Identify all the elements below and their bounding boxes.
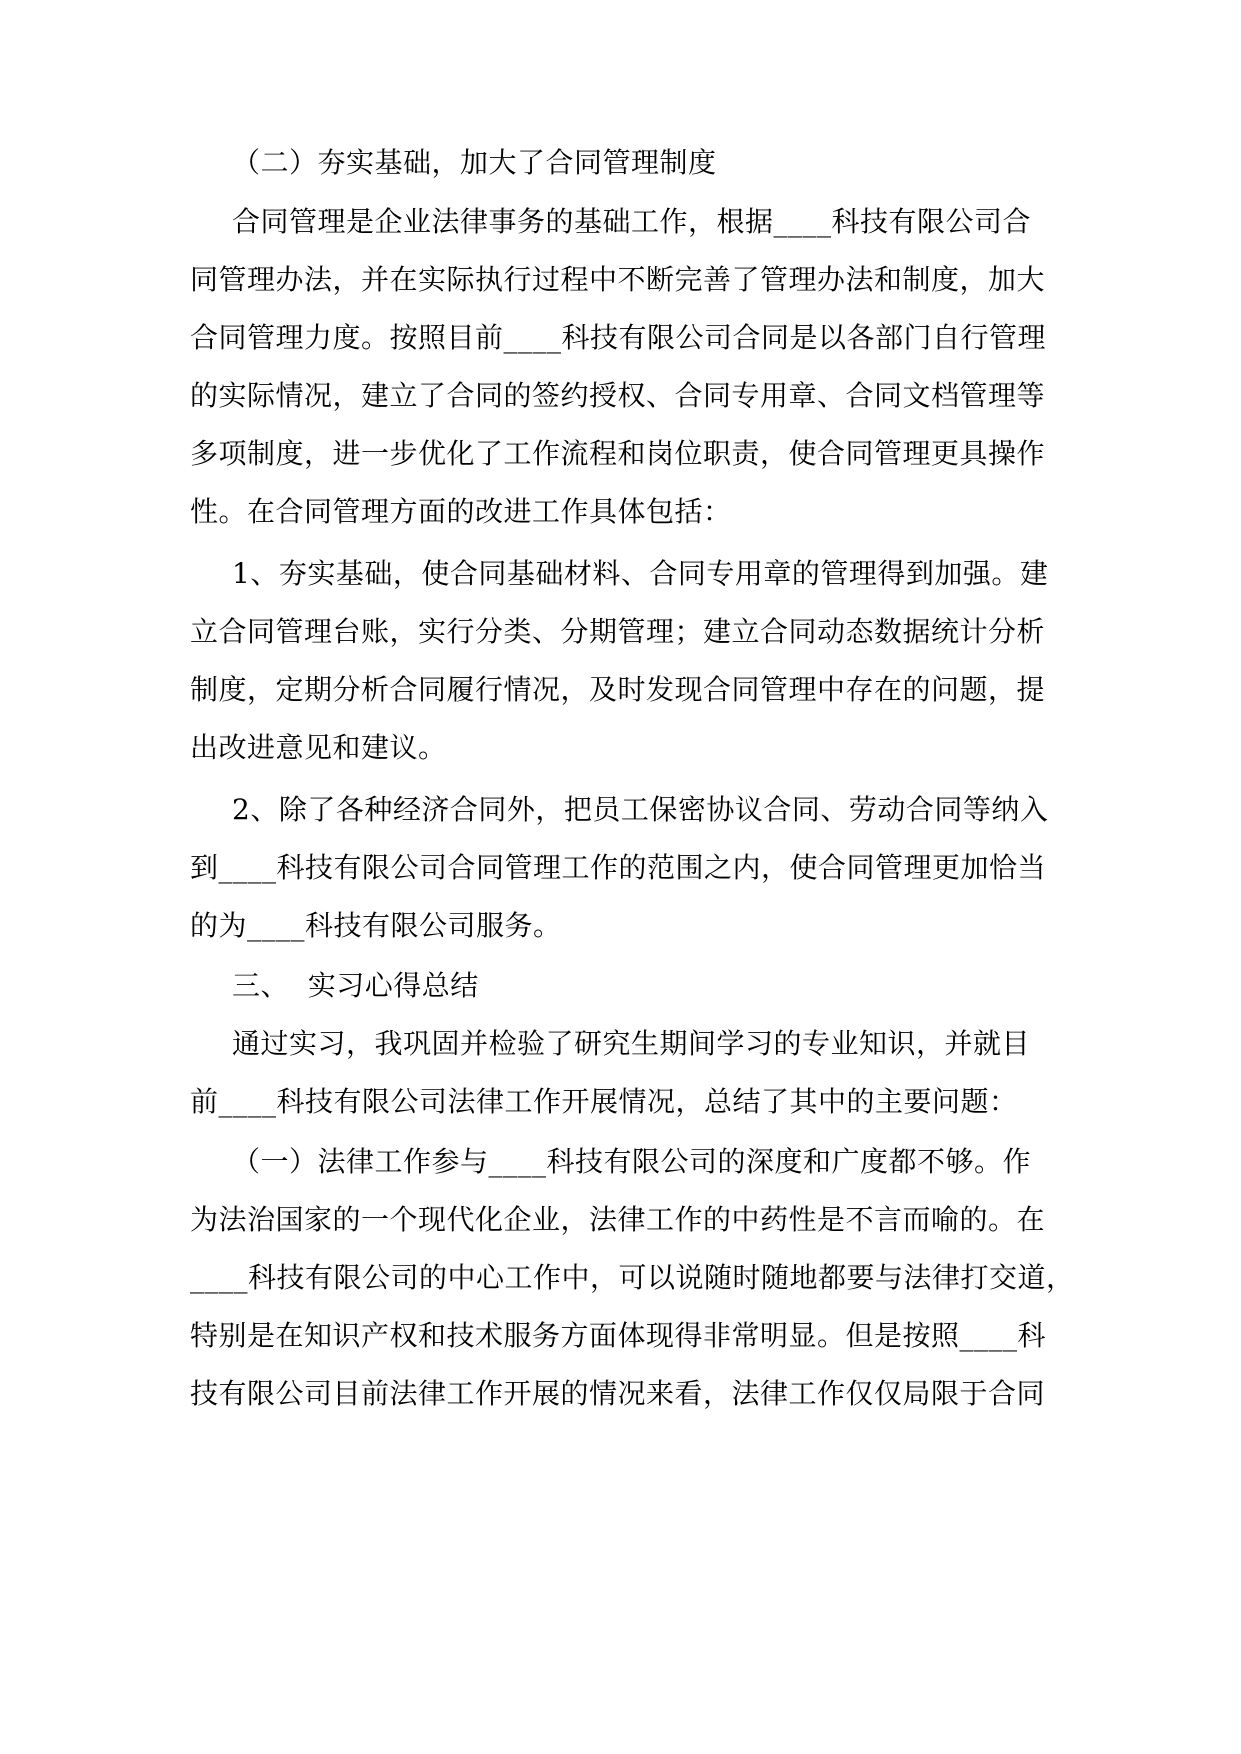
paragraph-line: 通过实习，我巩固并检验了研究生期间学习的专业知识，并就目 [232, 1027, 1031, 1060]
section-heading-2: （二）夯实基础，加大了合同管理制度 [232, 146, 717, 179]
paragraph-line: 为法治国家的一个现代化企业，法律工作的中药性是不言而喻的。在 [190, 1203, 1046, 1236]
paragraph-line: 前____科技有限公司法律工作开展情况，总结了其中的主要问题： [190, 1085, 1018, 1118]
paragraph-line: 多项制度，进一步优化了工作流程和岗位职责，使合同管理更具操作 [190, 437, 1046, 470]
paragraph-line: 合同管理力度。按照目前____科技有限公司合同是以各部门自行管理 [190, 321, 1047, 354]
subsection-paragraph-line: （一）法律工作参与____科技有限公司的深度和广度都不够。作 [232, 1145, 1032, 1178]
paragraph-line: 同管理办法，并在实际执行过程中不断完善了管理办法和制度，加大 [190, 263, 1046, 296]
list-item-1-line: 出改进意见和建议。 [190, 731, 447, 764]
paragraph-line: 合同管理是企业法律事务的基础工作，根据____科技有限公司合 [232, 205, 1032, 238]
paragraph-line: 的实际情况，建立了合同的签约授权、合同专用章、合同文档管理等 [190, 379, 1046, 412]
section-heading-3: 三、 实习心得总结 [232, 969, 479, 1002]
list-item-2-line: 2、除了各种经济合同外，把员工保密协议合同、劳动合同等纳入 [232, 793, 1049, 826]
list-item-1-line: 立合同管理台账，实行分类、分期管理；建立合同动态数据统计分析 [190, 615, 1046, 648]
list-item-1-line: 1、夯实基础，使合同基础材料、合同专用章的管理得到加强。建 [232, 557, 1049, 590]
list-item-1-line: 制度，定期分析合同履行情况，及时发现合同管理中存在的问题，提 [190, 673, 1046, 706]
list-item-2-line: 到____科技有限公司合同管理工作的范围之内，使合同管理更加恰当 [190, 851, 1047, 884]
list-item-2-line: 的为____科技有限公司服务。 [190, 909, 562, 942]
paragraph-line: ____科技有限公司的中心工作中，可以说随时随地都要与法律打交道， [190, 1261, 1075, 1294]
paragraph-line: 特别是在知识产权和技术服务方面体现得非常明显。但是按照____科 [190, 1319, 1047, 1352]
paragraph-line: 技有限公司目前法律工作开展的情况来看，法律工作仅仅局限于合同 [190, 1377, 1046, 1410]
paragraph-line: 性。在合同管理方面的改进工作具体包括： [190, 495, 732, 528]
